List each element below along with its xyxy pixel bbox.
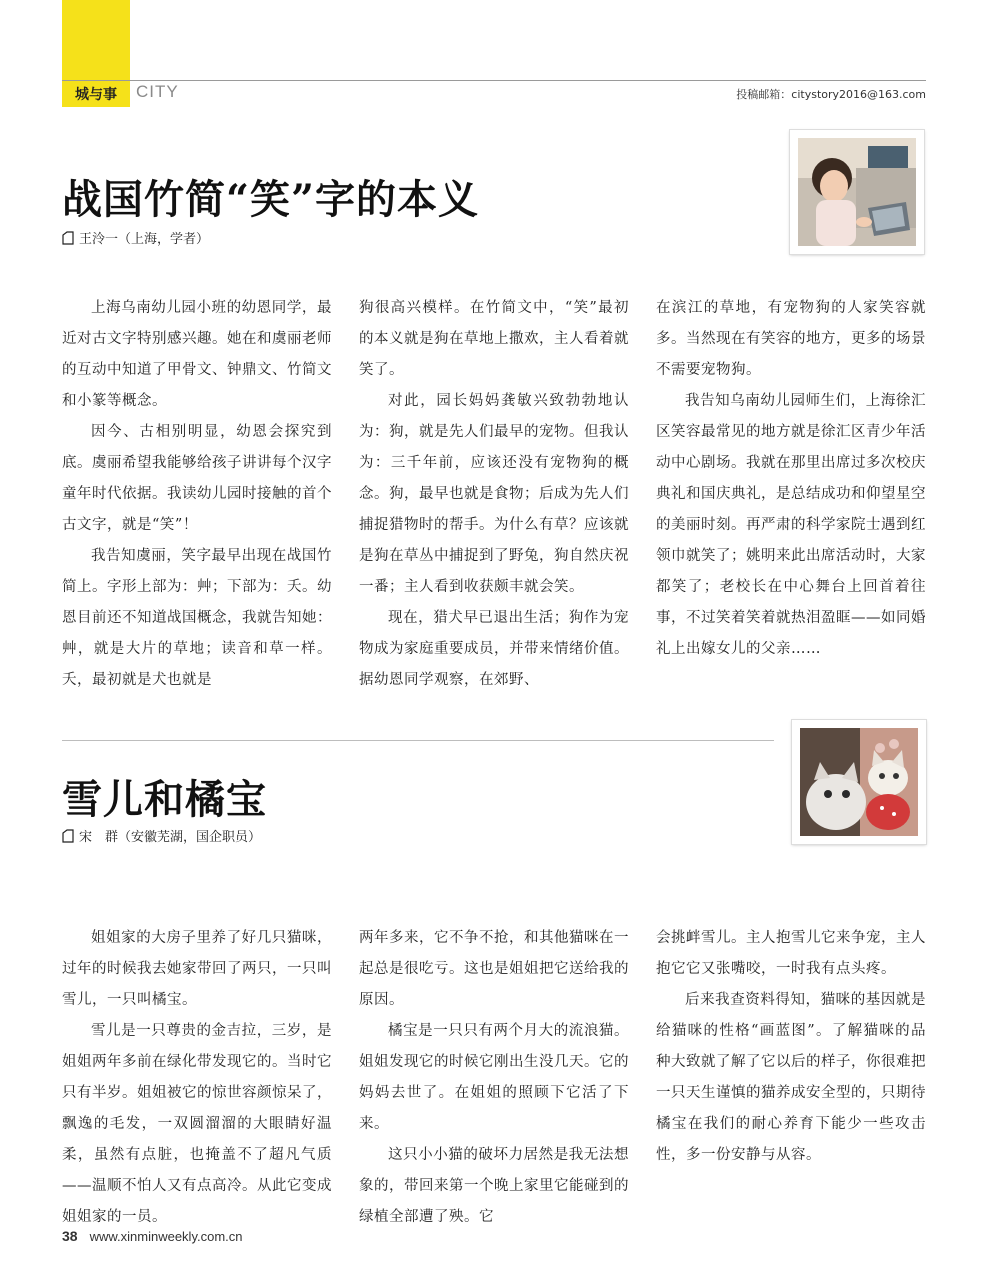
article1-stamp-photo bbox=[790, 130, 924, 254]
header-color-block bbox=[62, 0, 130, 80]
section-english-label: CITY bbox=[136, 82, 179, 101]
article2-column-1 bbox=[62, 923, 332, 1233]
article2-author: 宋 群（安徽芜湖，国企职员） bbox=[79, 830, 262, 845]
photo-icon bbox=[798, 138, 916, 246]
paragraph: 会挑衅雪儿。主人抱雪儿它来争宠，主人抱它它又张嘴咬，一时我有点头疼。 bbox=[656, 930, 926, 977]
paragraph: 后来我查资料得知，猫咪的基因就是给猫咪的性格“画蓝图”。了解猫咪的品种大致就了解了它以后的样子，你很难把一只天生谨慎的猫养成安全型的，只期待橘宝在我们的耐心养育下能少一些攻击性，多一份安静与从容。 bbox=[656, 992, 926, 1163]
page-footer bbox=[62, 1228, 243, 1244]
paragraph: 两年多来，它不争不抢，和其他猫咪在一起总是很吃亏。这也是姐姐把它送给我的原因。 bbox=[359, 930, 629, 1008]
paragraph: 我告知乌南幼儿园师生们，上海徐汇区笑容最常见的地方就是徐汇区青少年活动中心剧场。我就在那里出席过多次校庆典礼和国庆典礼，是总结成功和仰望星空的美丽时刻。再严肃的科学家院士遇到红领巾就笑了；姚明来此出席活动时，大家都笑了；老校长在中心舞台上回首着往事，不过笑着笑着就热泪盈眶——如同婚礼上出嫁女儿的父亲…… bbox=[656, 393, 926, 657]
paragraph: 姐姐家的大房子里养了好几只猫咪，过年的时候我去她家带回了两只，一只叫雪儿，一只叫橘宝。 bbox=[62, 930, 332, 1008]
submission-email: 投稿邮箱：citystory2016@163.com bbox=[736, 88, 926, 101]
paragraph: 雪儿是一只尊贵的金吉拉，三岁，是姐姐两年多前在绿化带发现它的。当时它只有半岁。姐姐被它的惊世容颜惊呆了，飘逸的毛发，一双圆溜溜的大眼睛好温柔，虽然有点脏，也掩盖不了超凡气质——温顺不怕人又有点高冷。从此它变成姐姐家的一员。 bbox=[62, 1023, 332, 1225]
pen-icon bbox=[62, 231, 74, 245]
paragraph: 现在，猎犬早已退出生活；狗作为宠物成为家庭重要成员，并带来情绪价值。据幼恩同学观察，在郊野、 bbox=[359, 610, 629, 688]
article1-column-2 bbox=[359, 293, 629, 696]
article1-title: 战国竹简“笑”字的本义 bbox=[62, 176, 480, 223]
article2-column-2 bbox=[359, 923, 629, 1233]
header-rule bbox=[62, 80, 926, 81]
article1-byline bbox=[62, 228, 209, 247]
paragraph: 橘宝是一只只有两个月大的流浪猫。姐姐发现它的时候它刚出生没几天。它的妈妈去世了。在姐姐的照顾下它活了下来。 bbox=[359, 1023, 629, 1132]
paragraph: 因今、古相别明显，幼恩会探究到底。虞丽希望我能够给孩子讲讲每个汉字童年时代依据。我读幼儿园时接触的首个古文字，就是“笑”！ bbox=[62, 424, 332, 533]
paragraph: 狗很高兴模样。在竹简文中，“笑”最初的本义就是狗在草地上撒欢，主人看着就笑了。 bbox=[359, 300, 629, 378]
paragraph: 这只小小猫的破坏力居然是我无法想象的，带回来第一个晚上家里它能碰到的绿植全部遭了殃。它 bbox=[359, 1147, 629, 1225]
article-divider bbox=[62, 740, 774, 741]
article2-byline bbox=[62, 826, 261, 845]
website-url: www.xinminweekly.com.cn bbox=[89, 1229, 243, 1244]
article1-body bbox=[62, 293, 926, 696]
article2-column-3 bbox=[656, 923, 926, 1233]
article1-column-1 bbox=[62, 293, 332, 696]
paragraph: 对此，园长妈妈龚敏兴致勃勃地认为：狗，就是先人们最早的宠物。但我认为：三千年前，应该还没有宠物狗的概念。狗，最早也就是食物；后成为先人们捕捉猎物时的帮手。为什么有草？应该就是狗在草丛中捕捉到了野兔，狗自然庆祝一番；主人看到收获颇丰就会笑。 bbox=[359, 393, 629, 595]
paragraph: 上海乌南幼儿园小班的幼恩同学，最近对古文字特别感兴趣。她在和虞丽老师的互动中知道了甲骨文、钟鼎文、竹简文和小篆等概念。 bbox=[62, 300, 332, 409]
article2-stamp-photo bbox=[792, 720, 926, 844]
paragraph: 在滨江的草地，有宠物狗的人家笑容就多。当然现在有笑容的地方，更多的场景不需要宠物狗。 bbox=[656, 300, 926, 378]
paragraph: 我告知虞丽，笑字最早出现在战国竹简上。字形上部为：艸；下部为：夭。幼恩目前还不知道战国概念，我就告知她：艸，就是大片的草地；读音和草一样。夭，最初就是犬也就是 bbox=[62, 548, 332, 688]
article1-column-3 bbox=[656, 293, 926, 696]
article2-body bbox=[62, 923, 926, 1233]
cats-photo-icon bbox=[800, 728, 918, 836]
page-number: 38 bbox=[62, 1228, 78, 1244]
article2-title: 雪儿和橘宝 bbox=[62, 776, 267, 823]
article1-author: 王泠一（上海，学者） bbox=[79, 232, 210, 247]
section-tag: 城与事 bbox=[62, 81, 130, 107]
pen-icon bbox=[62, 829, 74, 843]
